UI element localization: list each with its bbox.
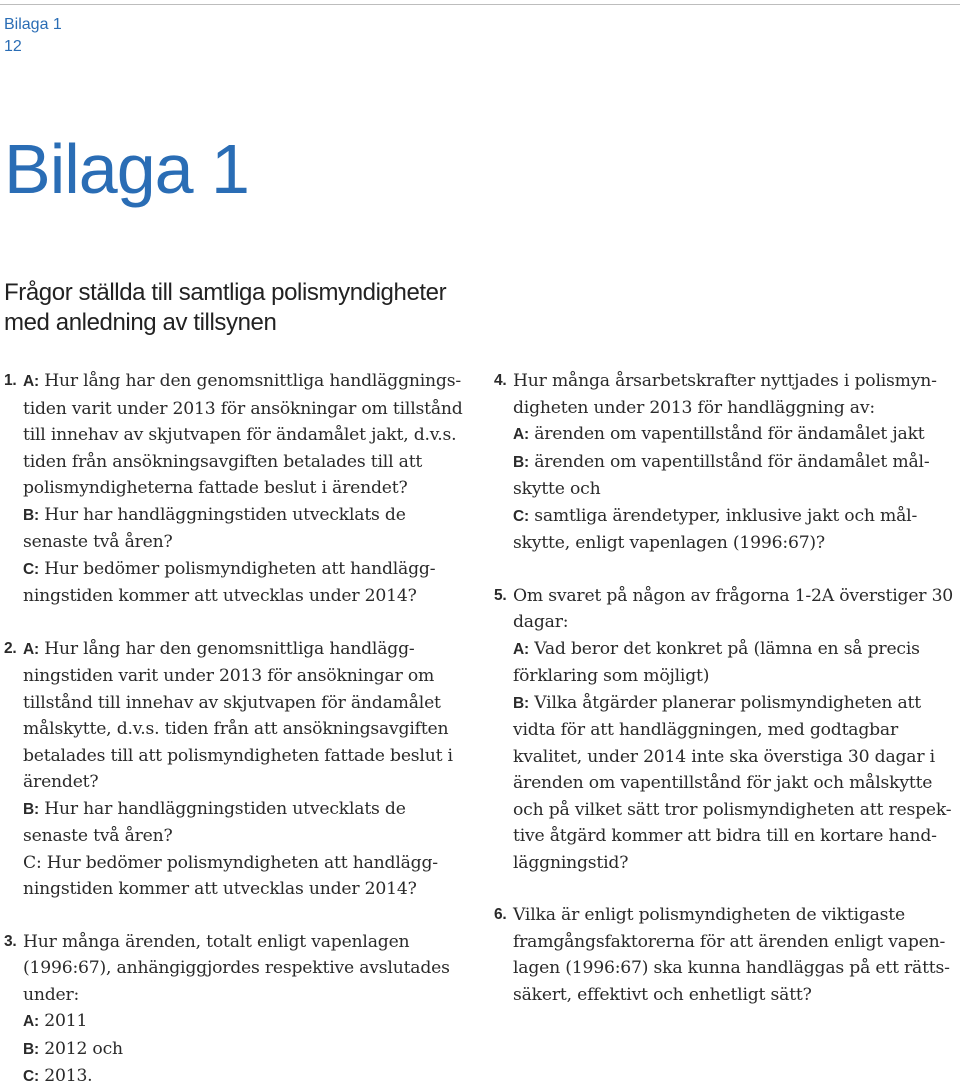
question-number: 4.	[494, 372, 507, 389]
question-line	[513, 449, 958, 477]
question-line	[513, 421, 958, 449]
question-number: 2.	[4, 639, 17, 657]
question-line	[23, 636, 474, 664]
line-text: ärendet?	[23, 772, 99, 792]
question-line	[23, 1036, 474, 1064]
right-column	[494, 368, 958, 1008]
line-text: Hur många ärenden, totalt enligt vapenlagen	[23, 931, 410, 952]
question-line	[23, 716, 474, 743]
question-line	[23, 690, 474, 717]
question-line	[513, 395, 958, 422]
sub-question-label: A:	[23, 640, 39, 658]
question-line	[23, 556, 474, 584]
line-text: 2013.	[38, 1066, 93, 1086]
line-text: ningstiden varit under 2013 för ansökningar om	[23, 666, 435, 686]
line-text: senaste två åren?	[23, 532, 173, 552]
question-number: 3.	[4, 932, 17, 950]
line-text: till innehav av skjutvapen för ändamålet jakt, d.v.s.	[23, 425, 457, 445]
line-text: Vilka är enligt polismyndigheten de viktigaste	[513, 905, 905, 925]
question-line	[513, 770, 958, 797]
line-text: ärenden om vapentillstånd för jakt och målskytte	[513, 773, 933, 793]
question-line	[23, 368, 474, 396]
question-5	[494, 583, 958, 877]
question-line	[513, 744, 958, 771]
question-line	[23, 982, 474, 1009]
question-line	[23, 475, 474, 502]
question-number: 1.	[4, 372, 17, 389]
question-line	[513, 982, 958, 1009]
line-text: tillstånd till innehav av skjutvapen för ändamålet	[23, 692, 441, 713]
question-2	[4, 636, 474, 903]
sub-question-label: B:	[513, 453, 529, 471]
question-line	[513, 609, 958, 636]
line-text: betalades till att polismyndigheten fattade beslut i	[23, 745, 453, 766]
question-line	[23, 769, 474, 796]
line-text: Hur bedömer polismyndigheten att handlägg-	[38, 558, 436, 579]
line-text: ningstiden kommer att utvecklas under 2014?	[23, 586, 417, 606]
subtitle	[4, 278, 504, 338]
question-line	[23, 929, 474, 956]
line-text: dagar:	[513, 612, 569, 632]
running-header	[4, 14, 62, 58]
line-text: målskytte, d.v.s. tiden från att ansökningsavgiften	[23, 719, 449, 739]
question-line	[513, 690, 958, 718]
question-line	[513, 955, 958, 982]
running-header-section: Bilaga 1	[4, 16, 62, 33]
sub-question-label: B:	[23, 1040, 39, 1058]
line-text: vidta för att handläggningen, med godtagbar	[513, 720, 898, 740]
question-line	[23, 955, 474, 982]
line-text: Vad beror det konkret på (lämna en så precis	[528, 638, 920, 659]
line-text: senaste två åren?	[23, 826, 173, 846]
sub-question-label: B:	[23, 800, 39, 818]
question-number: 6.	[494, 906, 507, 923]
question-line	[23, 502, 474, 530]
question-line	[513, 636, 958, 664]
line-text: Om svaret på någon av frågorna 1-2A överstiger 30	[513, 585, 954, 606]
sub-question-label: B:	[513, 694, 529, 712]
line-text: tiden varit under 2013 för ansökningar om tillstånd	[23, 398, 463, 419]
question-line	[513, 823, 958, 850]
question-text	[513, 902, 958, 1008]
line-text: framgångsfaktorerna för att ärenden enligt vapen-	[513, 931, 946, 952]
line-text: Hur många årsarbetskrafter nyttjades i polismyn-	[513, 371, 937, 391]
question-line	[23, 1008, 474, 1036]
question-line	[513, 797, 958, 824]
sub-question-label: C:	[23, 560, 39, 578]
line-text: tive åtgärd kommer att bidra till en kortare hand-	[513, 826, 937, 846]
line-text: lagen (1996:67) ska kunna handläggas på ett rätts-	[513, 958, 950, 978]
sub-question-label: A:	[23, 1013, 39, 1030]
question-line	[513, 717, 958, 744]
line-text: Hur har handläggningstiden utvecklats de	[38, 798, 406, 819]
line-text: Hur lång har den genomsnittliga handläggnings-	[38, 371, 461, 391]
question-line	[513, 850, 958, 877]
line-text: läggningstid?	[513, 852, 629, 873]
question-line	[23, 583, 474, 610]
question-line	[513, 476, 958, 503]
line-text: tiden från ansökningsavgiften betalades till att	[23, 451, 423, 472]
line-text: Vilka åtgärder planerar polismyndigheten att	[528, 692, 921, 713]
line-text: (1996:67), anhängiggjordes respektive avslutades	[23, 958, 450, 978]
top-rule	[0, 4, 960, 5]
line-text: 2012 och	[38, 1038, 123, 1059]
question-1	[4, 368, 474, 610]
question-line	[513, 503, 958, 531]
question-line	[23, 876, 474, 903]
subtitle-line: med anledning av tillsynen	[4, 309, 277, 336]
question-line	[23, 850, 474, 877]
question-line	[513, 663, 958, 690]
sub-question-label: A:	[513, 426, 529, 443]
question-line	[23, 1063, 474, 1091]
question-line	[23, 396, 474, 423]
line-text: och på vilket sätt tror polismyndigheten att respek-	[513, 799, 952, 820]
question-line	[513, 368, 958, 395]
page-title: Bilaga 1	[4, 130, 249, 208]
question-line	[23, 743, 474, 770]
question-line	[23, 796, 474, 824]
line-text: samtliga ärendetyper, inklusive jakt och mål-	[528, 505, 918, 526]
sub-question-label: C:	[513, 507, 529, 525]
question-line	[23, 422, 474, 449]
question-3	[4, 929, 474, 1091]
line-text: Hur har handläggningstiden utvecklats de	[38, 504, 406, 525]
question-text	[513, 368, 958, 557]
line-text: kvalitet, under 2014 inte ska överstiga 30 dagar i	[513, 746, 935, 767]
line-text: 2011	[38, 1011, 88, 1031]
question-number: 5.	[494, 586, 507, 604]
page-number: 12	[4, 38, 22, 55]
line-text: polismyndigheterna fattade beslut i ärendet?	[23, 478, 408, 498]
line-text: Hur lång har den genomsnittliga handlägg-	[38, 638, 415, 659]
sub-question-label: B:	[23, 506, 39, 524]
line-text: under:	[23, 984, 80, 1005]
left-column	[4, 368, 474, 1091]
line-text: säkert, effektivt och enhetligt sätt?	[513, 984, 812, 1005]
question-6	[494, 902, 958, 1008]
question-line	[513, 929, 958, 956]
line-text: skytte och	[513, 479, 601, 499]
line-text: C: Hur bedömer polismyndigheten att handlägg-	[23, 852, 438, 873]
question-text	[513, 583, 958, 877]
question-line	[23, 529, 474, 556]
sub-question-label: A:	[513, 640, 529, 658]
line-text: ningstiden kommer att utvecklas under 2014?	[23, 879, 417, 899]
line-text: skytte, enligt vapenlagen (1996:67)?	[513, 533, 825, 553]
question-text	[23, 636, 474, 903]
sub-question-label: C:	[23, 1068, 39, 1085]
question-text	[23, 929, 474, 1091]
sub-question-label: A:	[23, 373, 39, 390]
question-4	[494, 368, 958, 557]
question-line	[513, 902, 958, 929]
subtitle-line: Frågor ställda till samtliga polismyndigheter	[4, 279, 447, 306]
line-text: ärenden om vapentillstånd för ändamålet jakt	[528, 424, 925, 444]
question-text	[23, 368, 474, 610]
question-line	[513, 583, 958, 610]
question-line	[513, 530, 958, 557]
question-line	[23, 449, 474, 476]
line-text: digheten under 2013 för handläggning av:	[513, 397, 875, 418]
line-text: ärenden om vapentillstånd för ändamålet mål-	[528, 451, 930, 472]
question-line	[23, 823, 474, 850]
line-text: förklaring som möjligt)	[513, 666, 710, 686]
question-line	[23, 663, 474, 690]
